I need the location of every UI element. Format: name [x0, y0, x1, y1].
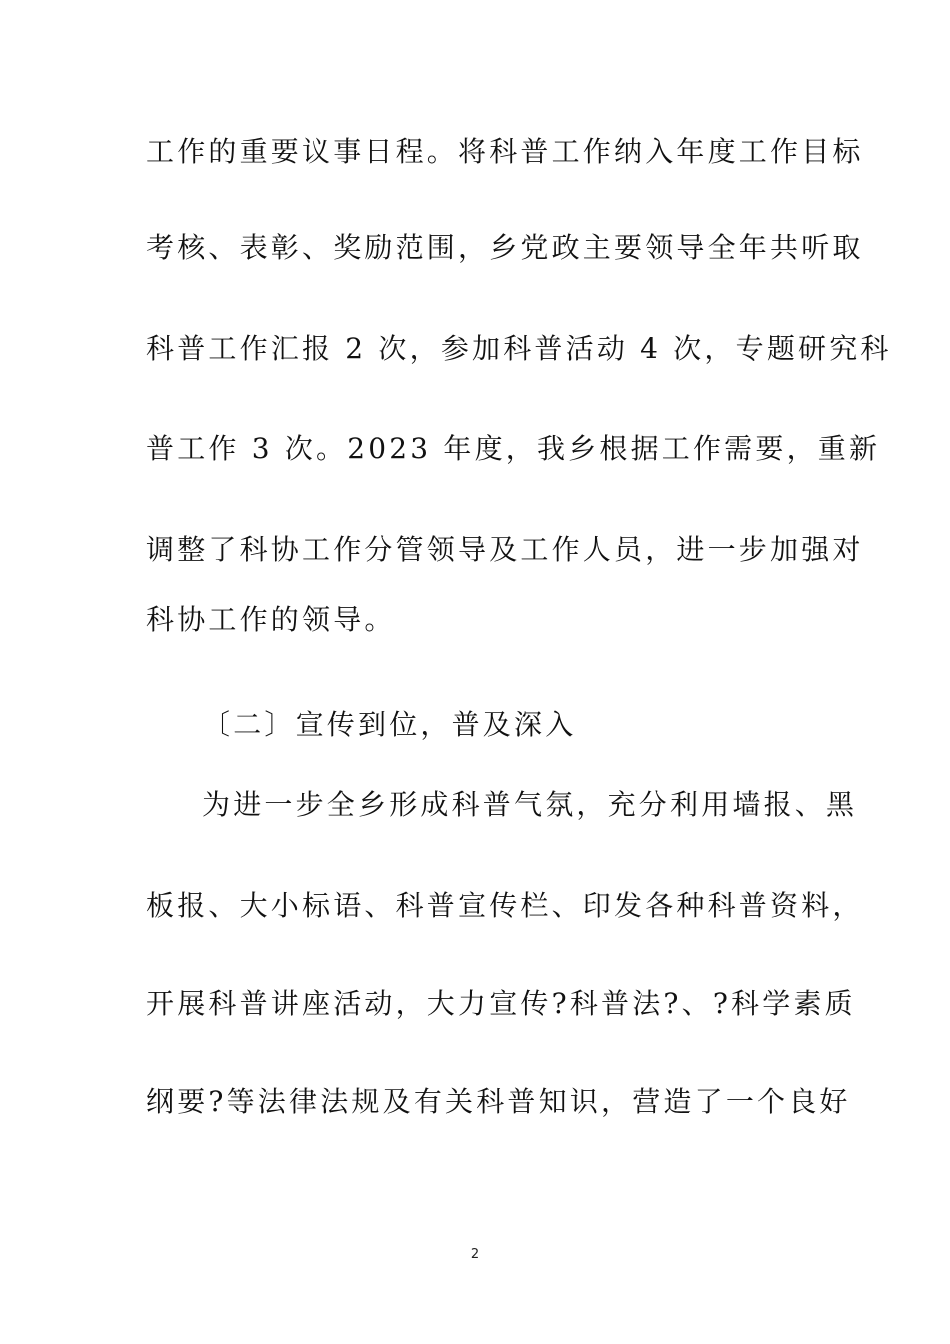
paragraph-line: 工作的重要议事日程。将科普工作纳入年度工作目标 — [146, 135, 864, 168]
paragraph-line: 板报、大小标语、科普宣传栏、印发各种科普资料， — [146, 889, 864, 922]
paragraph-line: 调整了科协工作分管领导及工作人员，进一步加强对 — [146, 533, 864, 566]
section-heading: 〔二〕宣传到位，普及深入 — [202, 708, 577, 741]
page-number: 2 — [470, 1247, 480, 1262]
paragraph-line: 为进一步全乡形成科普气氛，充分利用墙报、黑 — [202, 788, 858, 821]
paragraph-line: 开展科普讲座活动，大力宣传?科普法?、?科学素质 — [146, 987, 856, 1020]
paragraph-line: 普工作 3 次。2023 年度，我乡根据工作需要，重新 — [146, 432, 881, 465]
paragraph-line: 科普工作汇报 2 次，参加科普活动 4 次，专题研究科 — [146, 332, 892, 365]
paragraph-line: 科协工作的领导。 — [146, 603, 396, 636]
paragraph-line: 考核、表彰、奖励范围，乡党政主要领导全年共听取 — [146, 231, 864, 264]
paragraph-line: 纲要?等法律法规及有关科普知识，营造了一个良好 — [146, 1085, 851, 1118]
